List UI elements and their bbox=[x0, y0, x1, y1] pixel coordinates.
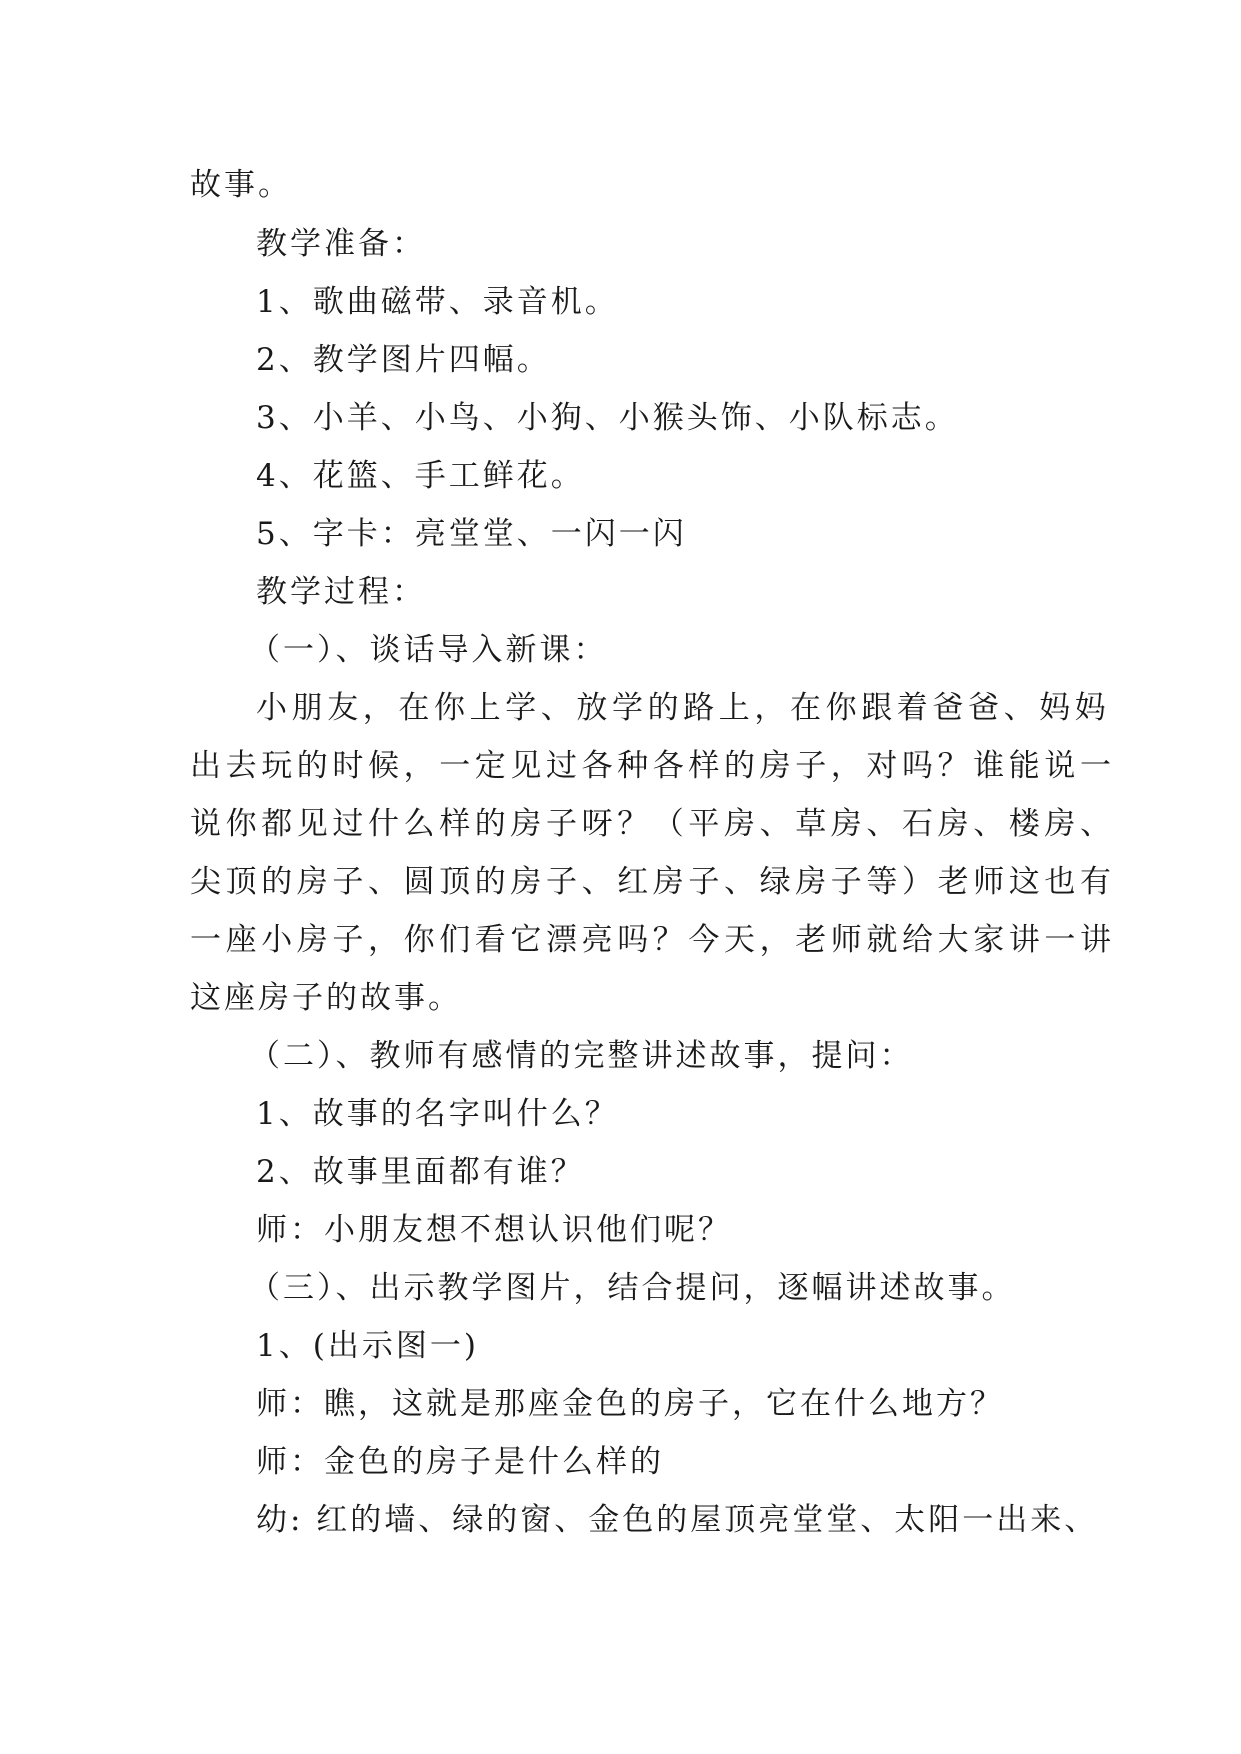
list-item: 3、小羊、小鸟、小狗、小猴头饰、小队标志。 bbox=[256, 400, 959, 436]
list-item: 1、歌曲磁带、录音机。 bbox=[256, 284, 619, 320]
list-item: 5、字卡：亮堂堂、一闪一闪 bbox=[256, 516, 687, 552]
dialogue-line: 师：金色的房子是什么样的 bbox=[256, 1444, 664, 1480]
paragraph-line: 一座小房子，你们看它漂亮吗？今天，老师就给大家讲一讲 bbox=[190, 922, 1116, 958]
paragraph-line: 尖顶的房子、圆顶的房子、红房子、绿房子等）老师这也有 bbox=[190, 864, 1116, 900]
subsection-heading: （二）、教师有感情的完整讲述故事，提问： bbox=[249, 1038, 914, 1074]
list-item: 1、(出示图一) bbox=[256, 1328, 479, 1364]
paragraph-line: 说你都见过什么样的房子呀？（平房、草房、石房、楼房、 bbox=[190, 806, 1116, 842]
text-line: 故事。 bbox=[190, 167, 292, 203]
list-item: 2、故事里面都有谁？ bbox=[256, 1154, 585, 1190]
paragraph-line: 这座房子的故事。 bbox=[190, 980, 462, 1016]
list-item: 4、花篮、手工鲜花。 bbox=[256, 458, 585, 494]
dialogue-line: 幼: 红的墙、绿的窗、金色的屋顶亮堂堂、太阳一出来、 bbox=[256, 1502, 1099, 1538]
list-item: 2、教学图片四幅。 bbox=[256, 342, 551, 378]
subsection-heading: （一）、谈话导入新课： bbox=[249, 632, 608, 668]
dialogue-line: 师：瞧，这就是那座金色的房子，它在什么地方？ bbox=[256, 1386, 1004, 1422]
paragraph-line: 出去玩的时候，一定见过各种各样的房子，对吗？谁能说一 bbox=[190, 748, 1116, 784]
paragraph-line: 小朋友，在你上学、放学的路上，在你跟着爸爸、妈妈 bbox=[256, 690, 1111, 726]
subsection-heading: （三）、出示教学图片，结合提问，逐幅讲述故事。 bbox=[249, 1270, 1016, 1306]
section-heading-process: 教学过程： bbox=[256, 574, 426, 610]
dialogue-line: 师：小朋友想不想认识他们呢？ bbox=[256, 1212, 732, 1248]
list-item: 1、故事的名字叫什么？ bbox=[256, 1096, 619, 1132]
section-heading-preparation: 教学准备： bbox=[256, 226, 426, 262]
